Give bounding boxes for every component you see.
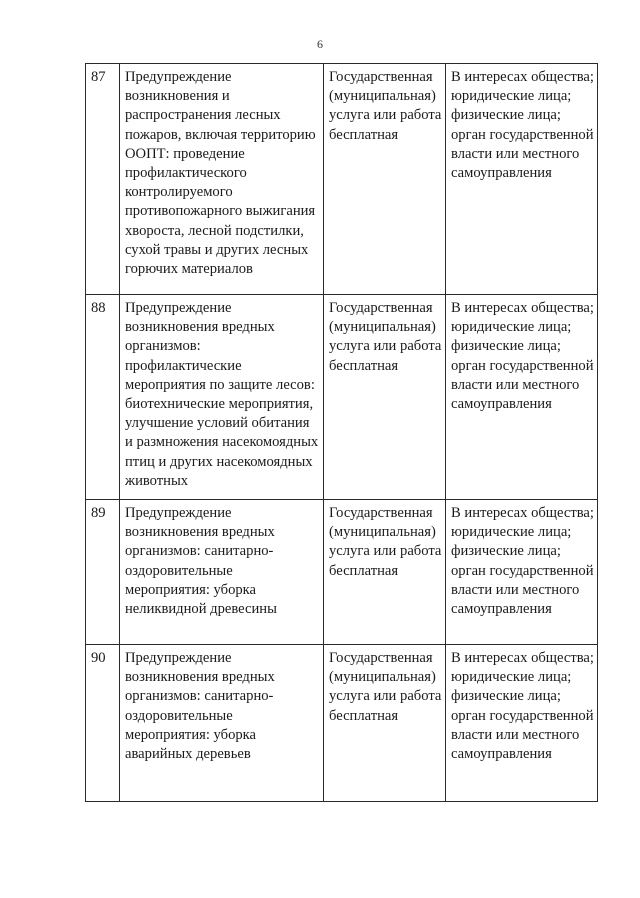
table-row xyxy=(86,645,598,802)
service-name-cell: Предупреждение возникновения и распространения лесных пожаров, включая территорию ООПТ: проведение профилактического контролируемого противопожарного выжигания хвороста, лесной подстилки, сухой травы и других лесных горючих материалов xyxy=(120,64,324,295)
consumer-cell: В интересах общества; юридические лица; физические лица; орган государственной власти или местного самоуправления xyxy=(446,500,598,645)
service-name-cell: Предупреждение возникновения вредных организмов: санитарно-оздоровительные мероприятия: уборка аварийных деревьев xyxy=(120,645,324,802)
row-number-cell: 89 xyxy=(86,500,120,645)
services-table xyxy=(85,63,598,802)
service-name-cell: Предупреждение возникновения вредных организмов: профилактические мероприятия по защите лесов: биотехнические мероприятия, улучшение условий обитания и размножения насекомоядных птиц и других насекомоядных животных xyxy=(120,295,324,500)
row-number-cell: 87 xyxy=(86,64,120,295)
row-number-cell: 90 xyxy=(86,645,120,802)
table-row xyxy=(86,295,598,500)
consumer-cell: В интересах общества; юридические лица; физические лица; орган государственной власти или местного самоуправления xyxy=(446,64,598,295)
service-type-cell: Государственная (муниципальная) услуга или работа бесплатная xyxy=(324,64,446,295)
table-row xyxy=(86,64,598,295)
consumer-cell: В интересах общества; юридические лица; физические лица; орган государственной власти или местного самоуправления xyxy=(446,645,598,802)
service-name-cell: Предупреждение возникновения вредных организмов: санитарно-оздоровительные мероприятия: уборка неликвидной древесины xyxy=(120,500,324,645)
row-number-cell: 88 xyxy=(86,295,120,500)
service-type-cell: Государственная (муниципальная) услуга или работа бесплатная xyxy=(324,295,446,500)
table-row xyxy=(86,500,598,645)
service-type-cell: Государственная (муниципальная) услуга или работа бесплатная xyxy=(324,645,446,802)
service-type-cell: Государственная (муниципальная) услуга или работа бесплатная xyxy=(324,500,446,645)
consumer-cell: В интересах общества; юридические лица; физические лица; орган государственной власти или местного самоуправления xyxy=(446,295,598,500)
page-number: 6 xyxy=(317,37,323,51)
